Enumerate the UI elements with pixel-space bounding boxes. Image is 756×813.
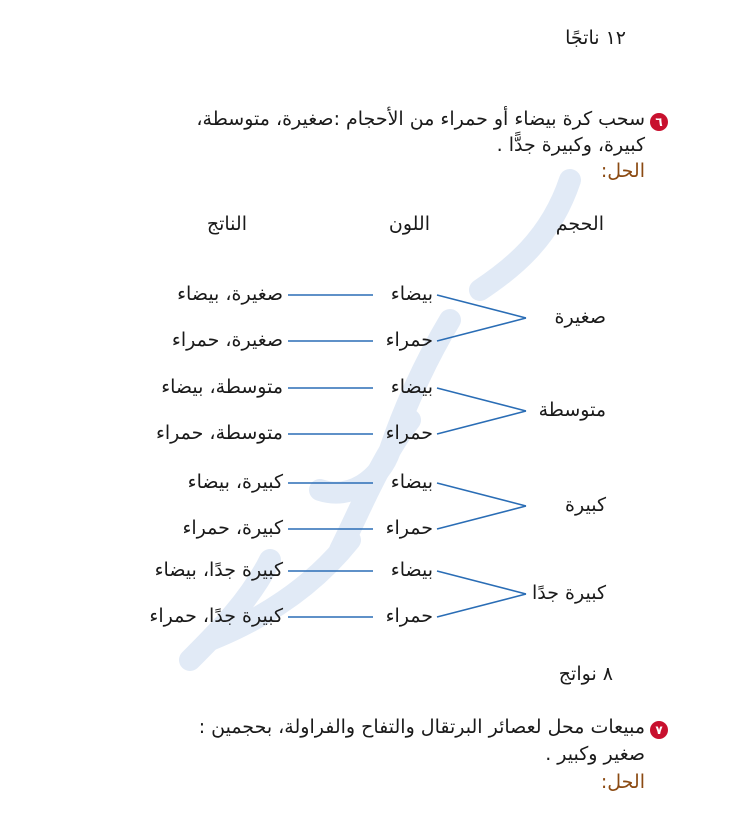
color-node: حمراء: [385, 329, 433, 351]
branch-line: [437, 295, 526, 318]
column-header-outcome: الناتج: [206, 213, 247, 235]
previous-result-text: ١٢ ناتجًا: [565, 27, 626, 49]
solution-label: الحل:: [600, 160, 645, 182]
column-header-size: الحجم: [555, 213, 604, 235]
branch-line: [437, 411, 526, 434]
size-node: صغيرة: [554, 306, 606, 328]
branch-line: [437, 594, 526, 617]
size-node: كبيرة جدًا: [532, 582, 606, 604]
color-node: بيضاء: [390, 559, 433, 581]
problem-number-badge: ٦: [650, 113, 668, 131]
branch-line: [437, 388, 526, 411]
branch-line: [437, 571, 526, 594]
problem-7-line-1: مبيعات محل لعصائر البرتقال والتفاح والفراولة، بحجمين :: [198, 716, 645, 738]
color-node: بيضاء: [390, 376, 433, 398]
outcome-label: كبيرة جدًا، بيضاء: [154, 559, 283, 581]
branch-line: [437, 506, 526, 529]
tree-result-text: ٨ نواتج: [558, 663, 613, 685]
color-node: حمراء: [385, 517, 433, 539]
problem-6-line-1: سحب كرة بيضاء أو حمراء من الأحجام :صغيرة، متوسطة،: [196, 108, 645, 130]
outcome-label: كبيرة، حمراء: [182, 517, 283, 539]
outcome-label: متوسطة، حمراء: [155, 422, 283, 444]
color-node: بيضاء: [390, 283, 433, 305]
color-node: حمراء: [385, 605, 433, 627]
column-header-color: اللون: [388, 213, 430, 235]
branch-line: [437, 318, 526, 341]
size-node: كبيرة: [565, 494, 606, 516]
problem-7-line-2: صغير وكبير .: [545, 743, 645, 765]
problem-6-line-2: كبيرة، وكبيرة جدًّا .: [496, 134, 645, 156]
outcome-label: كبيرة، بيضاء: [187, 471, 283, 493]
color-node: حمراء: [385, 422, 433, 444]
color-node: بيضاء: [390, 471, 433, 493]
outcome-label: متوسطة، بيضاء: [161, 376, 283, 398]
size-node: متوسطة: [538, 399, 606, 421]
outcome-label: صغيرة، بيضاء: [177, 283, 283, 305]
outcome-label: كبيرة جدًا، حمراء: [149, 605, 283, 627]
solution-label: الحل:: [600, 771, 645, 793]
branch-line: [437, 483, 526, 506]
outcome-label: صغيرة، حمراء: [171, 329, 283, 351]
problem-number-badge: ٧: [650, 721, 668, 739]
